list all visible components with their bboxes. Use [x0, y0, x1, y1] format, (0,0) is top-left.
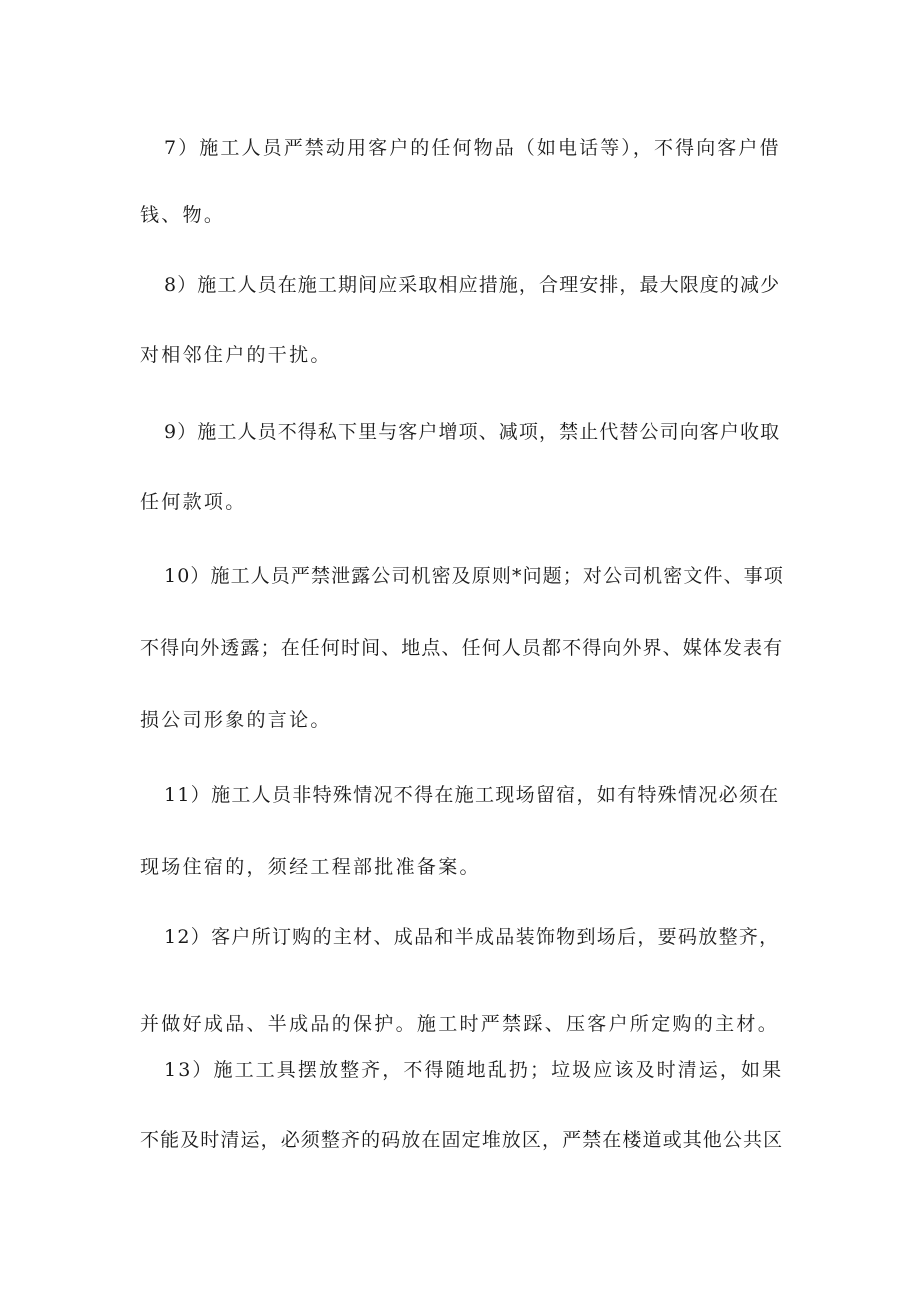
paragraph-12-line-1: 12）客户所订购的主材、成品和半成品装饰物到场后，要码放整齐， — [164, 926, 780, 948]
paragraph-11-line-2: 现场住宿的，须经工程部批准备案。 — [140, 856, 481, 878]
paragraph-7-line-2: 钱、物。 — [140, 204, 226, 226]
paragraph-7-line-1: 7）施工人员严禁动用客户的任何物品（如电话等），不得向客户借 — [164, 137, 781, 159]
paragraph-8-line-1: 8）施工人员在施工期间应采取相应措施，合理安排，最大限度的减少 — [164, 274, 781, 296]
paragraph-10-line-3: 损公司形象的言论。 — [140, 709, 332, 731]
paragraph-9-line-2: 任何款项。 — [140, 491, 247, 513]
paragraph-8-line-2: 对相邻住户的干扰。 — [140, 344, 332, 366]
paragraph-11-line-1: 11）施工人员非特殊情况不得在施工现场留宿，如有特殊情况必须在 — [164, 784, 780, 806]
paragraph-13-line-2: 不能及时清运，必须整齐的码放在固定堆放区，严禁在楼道或其他公共区 — [140, 1129, 784, 1151]
paragraph-12-line-2: 并做好成品、半成品的保护。施工时严禁踩、压客户所定购的主材。 — [140, 1013, 780, 1035]
paragraph-13-line-1: 13）施工工具摆放整齐，不得随地乱扔；垃圾应该及时清运，如果 — [164, 1059, 784, 1081]
paragraph-10-line-1: 10）施工人员严禁泄露公司机密及原则*问题；对公司机密文件、事项 — [164, 565, 784, 587]
paragraph-10-line-2: 不得向外透露；在任何时间、地点、任何人员都不得向外界、媒体发表有 — [140, 637, 784, 659]
paragraph-9-line-1: 9）施工人员不得私下里与客户增项、减项，禁止代替公司向客户收取 — [164, 421, 781, 443]
